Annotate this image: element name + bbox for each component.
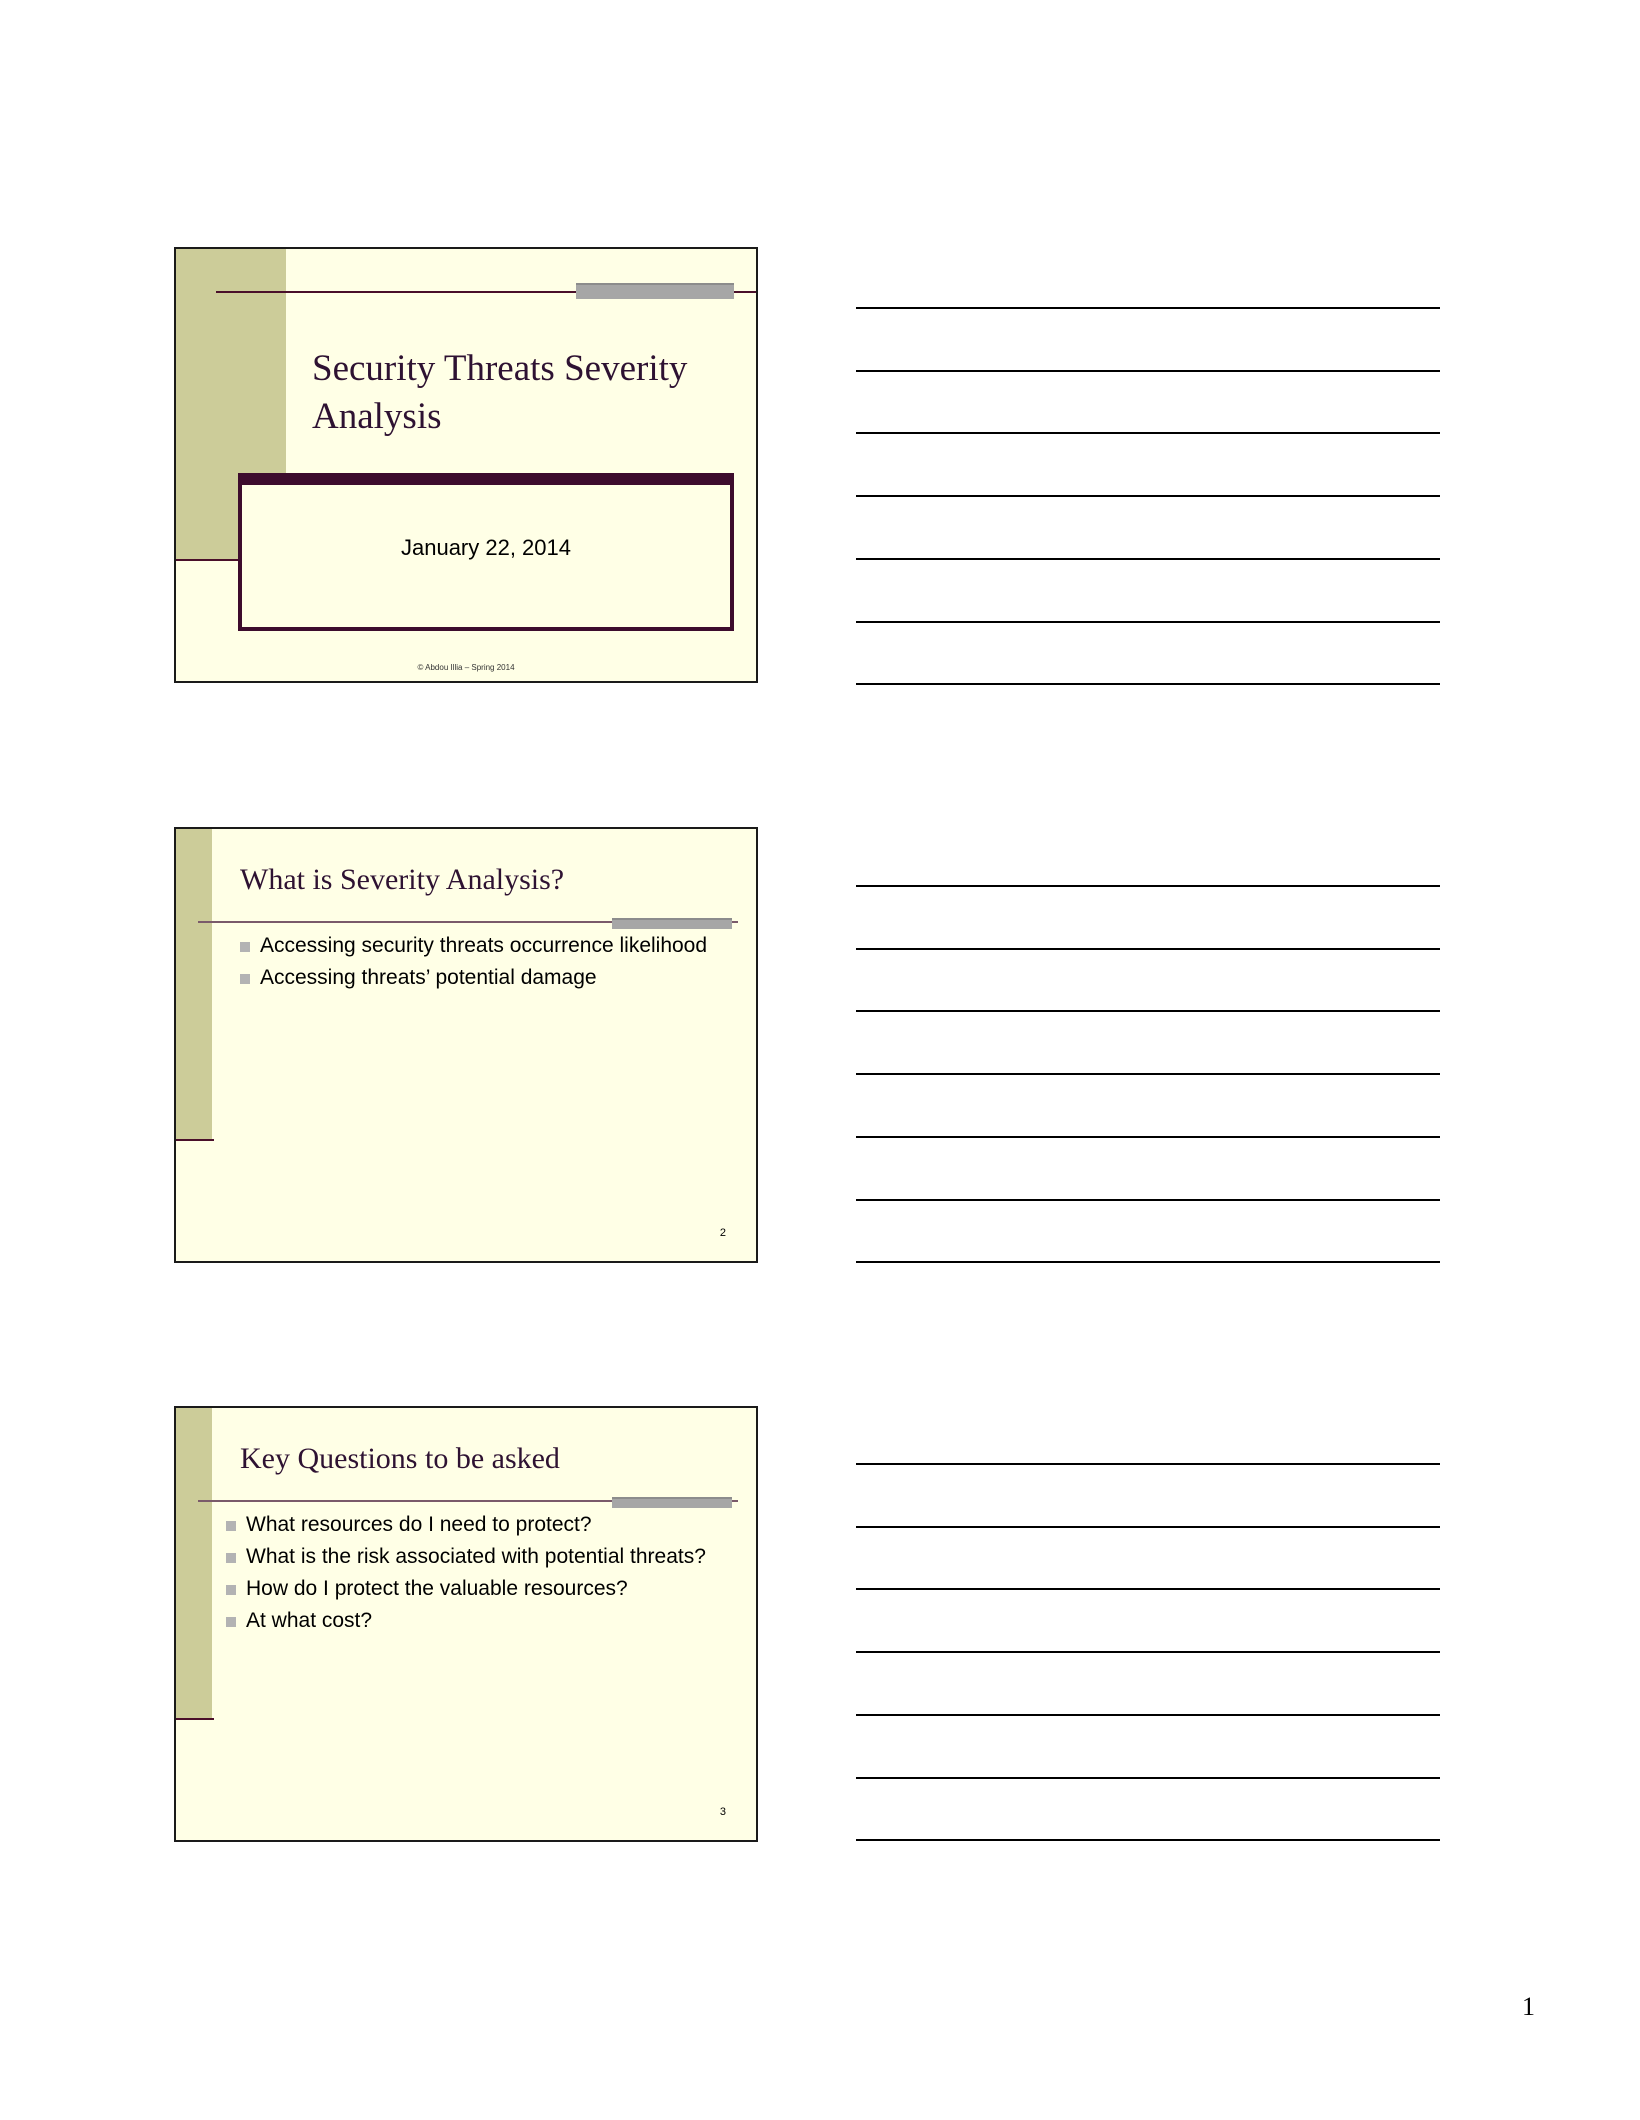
slide-3-thumbnail	[174, 1406, 758, 1842]
bullet-text: Accessing security threats occurrence likelihood	[260, 934, 708, 957]
note-line	[856, 1463, 1440, 1465]
bullet-item	[226, 1544, 706, 1570]
square-bullet-icon	[226, 1585, 236, 1595]
slide-number: 2	[719, 1227, 726, 1239]
square-bullet-icon	[226, 1553, 236, 1563]
bullet-item	[226, 1576, 706, 1602]
bullet-text: What is the risk associated with potential threats?	[246, 1545, 706, 1568]
note-line	[856, 1073, 1440, 1075]
bullet-item	[226, 1512, 706, 1538]
page-number: 1	[1522, 1992, 1535, 2021]
sidebar-rule	[176, 1718, 214, 1720]
bullet-list	[240, 933, 720, 997]
grey-accent-bar	[612, 918, 732, 929]
bullet-item	[240, 965, 720, 991]
slide-title: Security Threats Severity Analysis	[312, 348, 688, 437]
sidebar-rule	[176, 559, 242, 561]
slide-sidebar-decoration	[176, 829, 212, 1139]
square-bullet-icon	[226, 1617, 236, 1627]
square-bullet-icon	[226, 1521, 236, 1531]
bullet-text: What resources do I need to protect?	[246, 1513, 592, 1536]
slide-1-thumbnail	[174, 247, 758, 683]
note-line	[856, 370, 1440, 372]
note-line	[856, 1261, 1440, 1263]
bullet-list	[226, 1512, 706, 1640]
bullet-item	[226, 1608, 706, 1634]
slide-title: Key Questions to be asked	[240, 1442, 560, 1475]
subtitle-box	[238, 473, 734, 631]
note-line	[856, 1199, 1440, 1201]
note-line	[856, 495, 1440, 497]
note-line	[856, 1777, 1440, 1779]
slide-footer: © Abdou Illia – Spring 2014	[417, 663, 515, 672]
bullet-text: How do I protect the valuable resources?	[246, 1577, 628, 1600]
square-bullet-icon	[240, 974, 250, 984]
slide-subtitle: January 22, 2014	[400, 535, 572, 560]
note-line	[856, 948, 1440, 950]
square-bullet-icon	[240, 942, 250, 952]
sidebar-rule	[176, 1139, 214, 1141]
note-line	[856, 1839, 1440, 1841]
note-line	[856, 621, 1440, 623]
note-line	[856, 1010, 1440, 1012]
slide-title: What is Severity Analysis?	[240, 863, 565, 896]
note-line	[856, 558, 1440, 560]
note-line	[856, 1526, 1440, 1528]
bullet-text: Accessing threats’ potential damage	[260, 966, 597, 989]
note-line	[856, 307, 1440, 309]
note-line	[856, 1714, 1440, 1716]
grey-accent-bar	[612, 1497, 732, 1508]
slide-number: 3	[719, 1806, 726, 1818]
note-line	[856, 885, 1440, 887]
note-line	[856, 1651, 1440, 1653]
slide-sidebar-decoration	[176, 1408, 212, 1718]
bullet-item	[240, 933, 720, 959]
bullet-text: At what cost?	[246, 1609, 373, 1632]
note-line	[856, 432, 1440, 434]
note-line	[856, 683, 1440, 685]
slide-2-thumbnail	[174, 827, 758, 1263]
note-line	[856, 1136, 1440, 1138]
note-line	[856, 1588, 1440, 1590]
grey-accent-bar	[576, 283, 734, 299]
